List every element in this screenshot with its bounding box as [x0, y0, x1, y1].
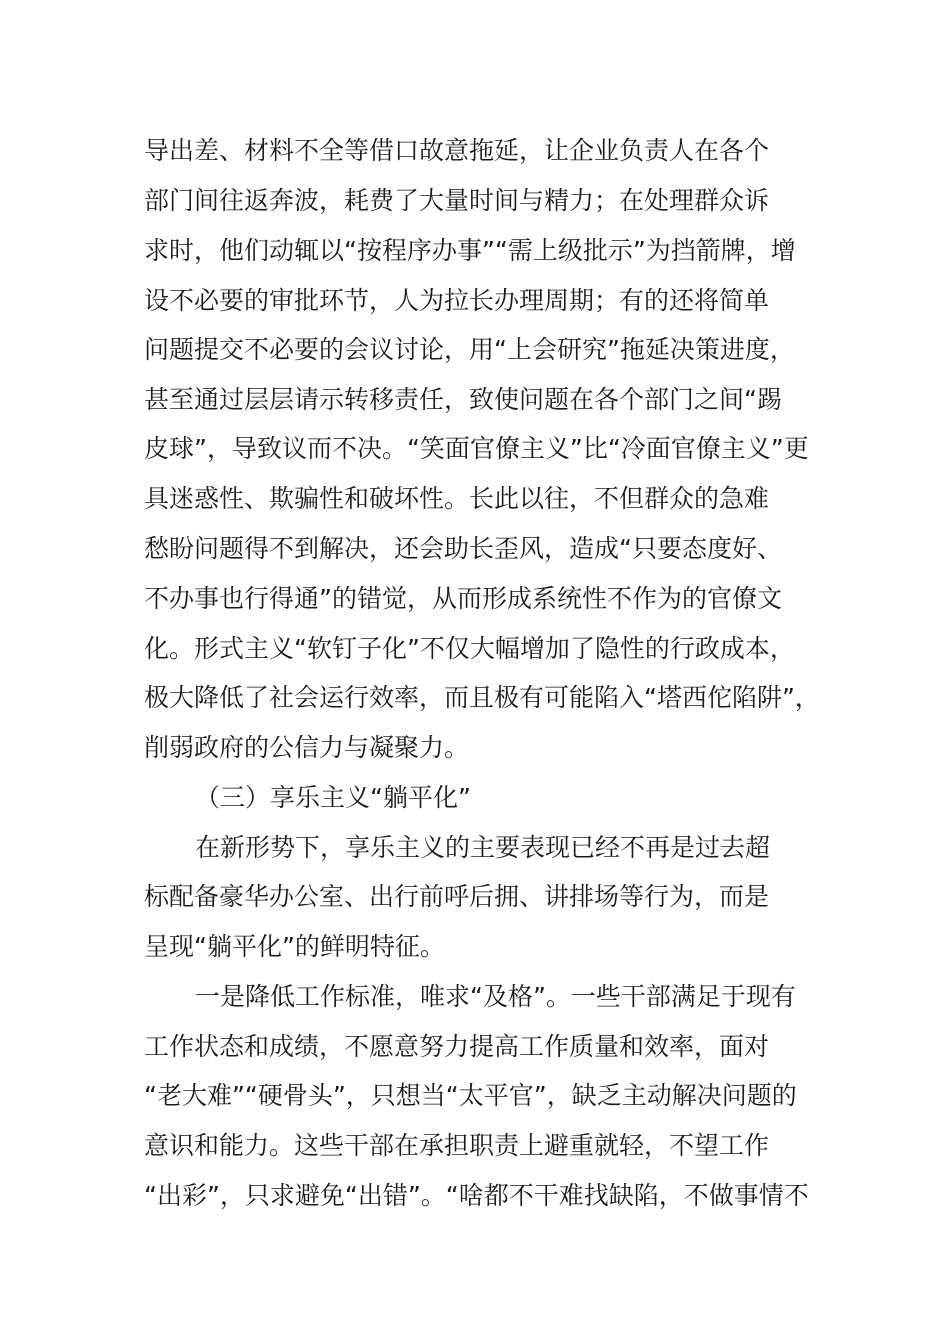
text-line-2: 部门间往返奔波，耗费了大量时间与精力；在处理群众诉	[144, 186, 770, 215]
text-line-12: 极大降低了社会运行效率，而且极有可能陷入“塔西佗陷阱”，	[144, 683, 820, 712]
text-line-10: 不办事也行得通”的错觉，从而形成系统性不作为的官僚文	[144, 584, 782, 613]
text-line-6: 甚至通过层层请示转移责任，致使问题在各个部门之间“踢	[144, 385, 782, 414]
text-line-11: 化。形式主义“软钉子化”不仅大幅增加了隐性的行政成本，	[144, 634, 795, 663]
text-line-20: “老大难”“硬骨头”，只想当“太平官”，缺乏主动解决问题的	[144, 1081, 797, 1110]
text-line-3: 求时，他们动辄以“按程序办事”“需上级批示”为挡箭牌，增	[144, 236, 796, 265]
section-heading: （三）享乐主义“躺平化”	[195, 783, 471, 812]
text-line-13: 削弱政府的公信力与凝聚力。	[144, 733, 470, 762]
text-line-9: 愁盼问题得不到解决，还会助长歪风，造成“只要态度好、	[144, 534, 782, 563]
text-line-19: 工作状态和成绩，不愿意努力提高工作质量和效率，面对	[144, 1032, 770, 1061]
text-line-4: 设不必要的审批环节，人为拉长办理周期；有的还将简单	[144, 286, 770, 315]
text-line-21: 意识和能力。这些干部在承担职责上避重就轻，不望工作	[144, 1131, 770, 1160]
text-line-16: 标配备豪华办公室、出行前呼后拥、讲排场等行为，而是	[144, 882, 770, 911]
text-line-7: 皮球”，导致议而不决。“笑面官僚主义”比“冷面官僚主义”更	[144, 434, 809, 463]
text-line-1: 导出差、材料不全等借口故意拖延，让企业负责人在各个	[144, 136, 770, 165]
text-line-8: 具迷惑性、欺骗性和破坏性。长此以往，不但群众的急难	[144, 484, 770, 513]
paragraph-first-line: 一是降低工作标准，唯求“及格”。一些干部满足于现有	[195, 982, 796, 1011]
text-line-5: 问题提交不必要的会议讨论，用“上会研究”拖延决策进度，	[144, 335, 795, 364]
text-line-17: 呈现“躺平化”的鲜明特征。	[144, 932, 445, 961]
paragraph-first-line: 在新形势下，享乐主义的主要表现已经不再是过去超	[195, 833, 771, 862]
text-line-22: “出彩”，只求避免“出错”。“啥都不干难找缺陷，不做事情不	[144, 1181, 809, 1210]
